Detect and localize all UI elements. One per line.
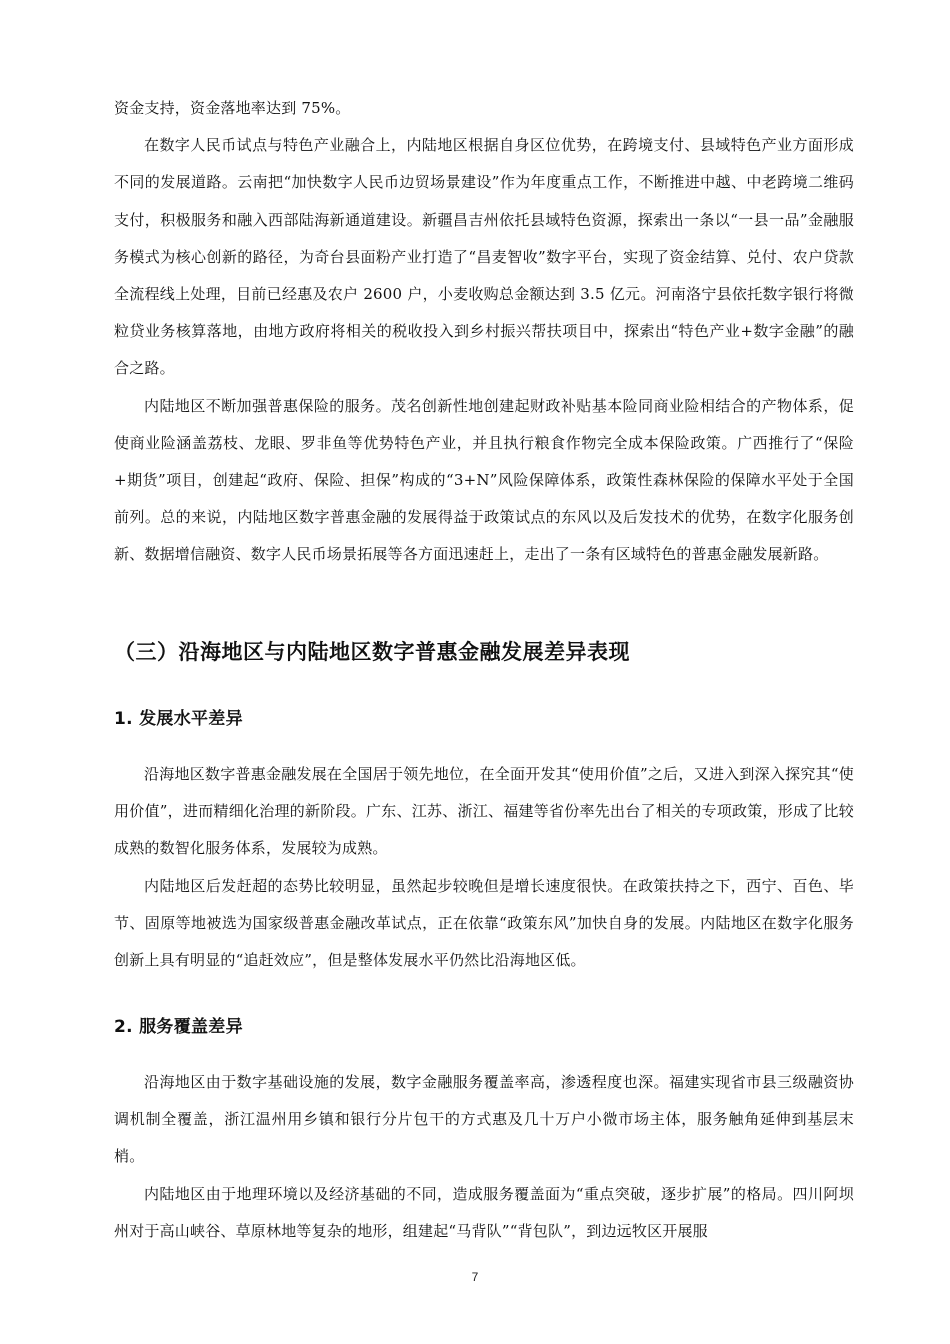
top-body <box>114 90 854 574</box>
subsection-service-coverage <box>114 1012 854 1250</box>
section-header-block <box>114 632 854 672</box>
paragraph-continued: 资金支持，资金落地率达到 75%。 <box>114 99 351 117</box>
paragraph-coastal-coverage: 沿海地区由于数字基础设施的发展，数字金融服务覆盖率高，渗透程度也深。福建实现省市县三级融资协调机制全覆盖，浙江温州用乡镇和银行分片包干的方式惠及几十万户小微市场主体，服务触角延伸到基层末梢。 <box>114 1073 854 1166</box>
paragraph-digital-rmb: 在数字人民币试点与特色产业融合上，内陆地区根据自身区位优势，在跨境支付、县域特色产业方面形成不同的发展道路。云南把“加快数字人民币边贸场景建设”作为年度重点工作，不断推进中越、中老跨境二维码支付，积极服务和融入西部陆海新通道建设。新疆昌吉州依托县域特色资源，探索出一条以“一县一品”金融服务模式为核心创新的路径，为奇台县面粉产业打造了“昌麦智收”数字平台，实现了资金结算、兑付、农户贷款全流程线上处理，目前已经惠及农户 2600 户，小麦收购总金额达到 3.5 亿元。河南洛宁县依托数字银行将微粒贷业务核算落地，由地方政府将相关的税收投入到乡村振兴帮扶项目中，探索出“特色产业+数字金融”的融合之路。 <box>114 136 854 378</box>
page-number: 7 <box>471 1270 479 1284</box>
subsection-development-level <box>114 704 854 979</box>
subsection-title: 1. 发展水平差异 <box>114 709 243 729</box>
paragraph-coastal-level: 沿海地区数字普惠金融发展在全国居于领先地位，在全面开发其“使用价值”之后，又进入到深入探究其“使用价值”，进而精细化治理的新阶段。广东、江苏、浙江、福建等省份率先出台了相关的专项政策，形成了比较成熟的数智化服务体系，发展较为成熟。 <box>114 765 854 858</box>
subsection-title: 2. 服务覆盖差异 <box>114 1017 243 1037</box>
paragraph-inland-level: 内陆地区后发赶超的态势比较明显，虽然起步较晚但是增长速度很快。在政策扶持之下，西宁、百色、毕节、固原等地被选为国家级普惠金融改革试点，正在依靠“政策东风”加快自身的发展。内陆地区在数字化服务创新上具有明显的“追赶效应”，但是整体发展水平仍然比沿海地区低。 <box>114 876 854 970</box>
section-title: （三）沿海地区与内陆地区数字普惠金融发展差异表现 <box>114 640 630 664</box>
paragraph-inland-coverage: 内陆地区由于地理环境以及经济基础的不同，造成服务覆盖面为“重点突破，逐步扩展”的格局。四川阿坝州对于高山峡谷、草原林地等复杂的地形，组建起“马背队”“背包队”，到边远牧区开展服 <box>114 1184 854 1240</box>
paragraph-inclusive-insurance: 内陆地区不断加强普惠保险的服务。茂名创新性地创建起财政补贴基本险同商业险相结合的产物体系，促使商业险涵盖荔枝、龙眼、罗非鱼等优势特色产业，并且执行粮食作物完全成本保险政策。广西推行了“保险+期货”项目，创建起“政府、保险、担保”构成的“3+N”风险保障体系，政策性森林保险的保障水平处于全国前列。总的来说，内陆地区数字普惠金融的发展得益于政策试点的东风以及后发技术的优势，在数字化服务创新、数据增信融资、数字人民币场景拓展等各方面迅速赶上，走出了一条有区域特色的普惠金融发展新路。 <box>114 396 854 564</box>
